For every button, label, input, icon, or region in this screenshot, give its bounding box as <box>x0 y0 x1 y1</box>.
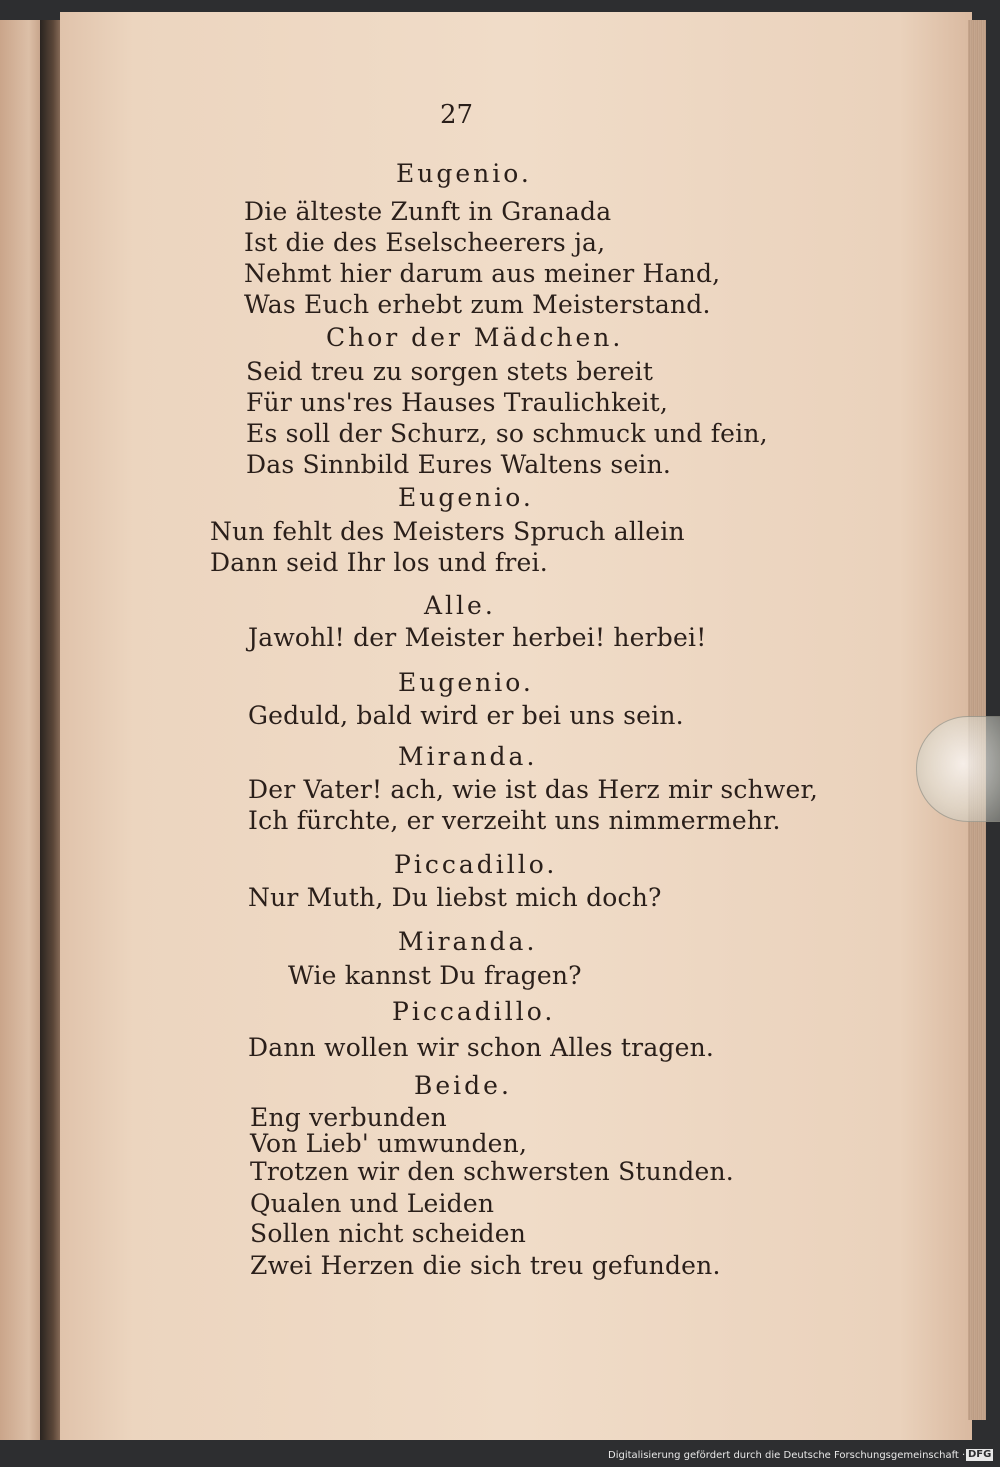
dfg-logo: DFG <box>968 1449 992 1460</box>
verse-line: Von Lieb' umwunden, <box>250 1129 528 1158</box>
verse-line: Geduld, bald wird er bei uns sein. <box>248 701 684 730</box>
speaker-label: Piccadillo. <box>394 850 558 879</box>
speaker-label: Miranda. <box>398 742 538 771</box>
digitization-credit: Digitalisierung gefördert durch die Deutsche Forschungsgemeinschaft · <box>608 1450 966 1461</box>
page-number: 27 <box>440 100 474 130</box>
verse-line: Trotzen wir den schwersten Stunden. <box>250 1157 734 1186</box>
speaker-label: Eugenio. <box>398 668 534 697</box>
verse-line: Es soll der Schurz, so schmuck und fein, <box>246 419 768 448</box>
speaker-label: Miranda. <box>398 927 538 956</box>
verse-line: Ist die des Eselscheerers ja, <box>244 228 606 257</box>
verse-line: Sollen nicht scheiden <box>250 1219 527 1248</box>
verse-line: Ich fürchte, er verzeiht uns nimmermehr. <box>248 806 781 835</box>
verse-line: Nur Muth, Du liebst mich doch? <box>248 883 662 912</box>
verse-line: Der Vater! ach, wie ist das Herz mir schwer, <box>248 775 819 804</box>
verse-line: Eng verbunden <box>250 1103 447 1132</box>
speaker-label: Chor der Mädchen. <box>326 323 624 352</box>
speaker-label: Alle. <box>424 591 496 620</box>
verse-line: Das Sinnbild Eures Waltens sein. <box>246 450 672 479</box>
verse-line: Seid treu zu sorgen stets bereit <box>246 357 654 386</box>
speaker-label: Beide. <box>414 1071 512 1100</box>
speaker-label: Eugenio. <box>398 483 534 512</box>
verse-line: Die älteste Zunft in Granada <box>244 197 612 226</box>
verse-line: Nun fehlt des Meisters Spruch allein <box>210 517 685 546</box>
speaker-label: Piccadillo. <box>392 997 556 1026</box>
speaker-label: Eugenio. <box>396 159 532 188</box>
verse-line: Was Euch erhebt zum Meisterstand. <box>244 290 711 319</box>
verse-line: Jawohl! der Meister herbei! herbei! <box>248 623 707 652</box>
verse-line: Für uns'res Hauses Traulichkeit, <box>246 388 669 417</box>
verse-line: Dann seid Ihr los und frei. <box>210 548 548 577</box>
verse-line: Nehmt hier darum aus meiner Hand, <box>244 259 721 288</box>
verse-line: Zwei Herzen die sich treu gefunden. <box>250 1251 721 1280</box>
verse-line: Dann wollen wir schon Alles tragen. <box>248 1033 715 1062</box>
verse-line: Qualen und Leiden <box>250 1189 495 1218</box>
verse-line: Wie kannst Du fragen? <box>288 961 582 990</box>
